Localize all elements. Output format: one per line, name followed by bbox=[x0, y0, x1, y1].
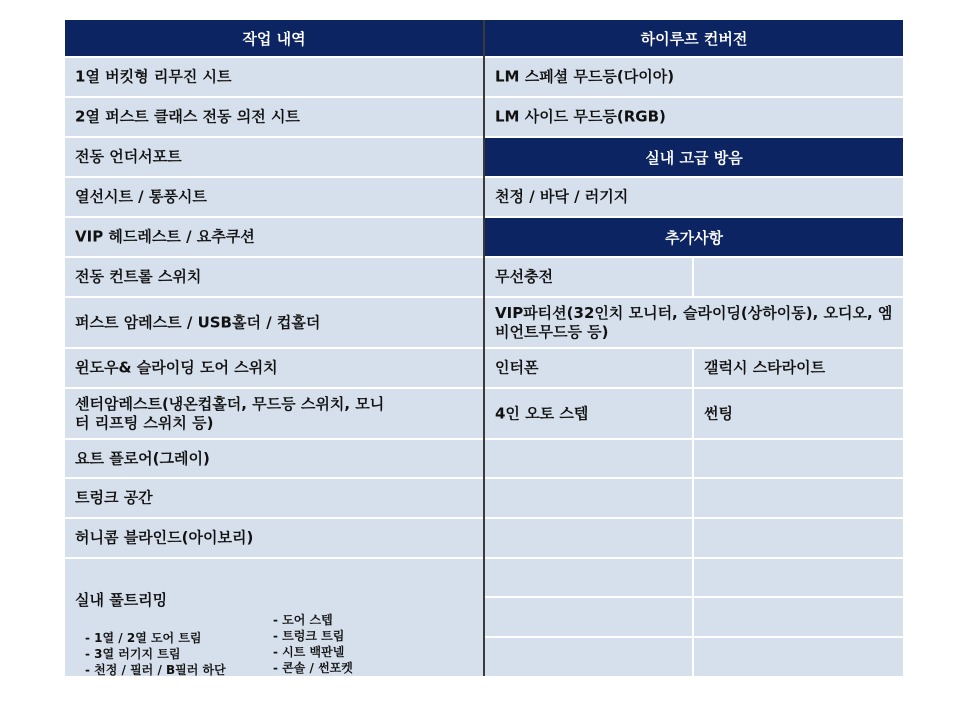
soundproof-row bbox=[485, 178, 903, 216]
left-row-3-label: 전동 언더서포트 bbox=[75, 147, 182, 166]
extras-r3c1 bbox=[485, 349, 692, 387]
extras-header: 추가사항 bbox=[485, 218, 903, 256]
left-row-10-label: 요트 플로어(그레이) bbox=[75, 449, 210, 467]
trim-item: - 시트 백판넬 bbox=[273, 645, 345, 659]
conversion-row-1 bbox=[485, 58, 903, 96]
left-row-8-label: 윈도우& 슬라이딩 도어 스위치 bbox=[75, 358, 278, 377]
extras-r4c2-label: 썬팅 bbox=[704, 404, 733, 422]
left-row-12-label: 허니콤 블라인드(아이보리) bbox=[75, 528, 254, 547]
trim-item: - 트렁크 트림 bbox=[273, 629, 345, 643]
extras-r3c2-label: 갤럭시 스타라이트 bbox=[704, 358, 826, 377]
left-row-11-label: 트렁크 공간 bbox=[75, 488, 153, 507]
left-row-10 bbox=[65, 440, 483, 477]
soundproof-header: 실내 고급 방음 bbox=[485, 138, 903, 176]
left-row-3 bbox=[65, 138, 483, 176]
left-row-4-label: 열선시트 / 통풍시트 bbox=[75, 187, 207, 206]
left-row-1 bbox=[65, 58, 483, 96]
extras-r3c1-label: 인터폰 bbox=[495, 358, 539, 377]
empty-cell bbox=[485, 479, 692, 517]
soundproof-row-label: 천정 / 바닥 / 러기지 bbox=[495, 187, 629, 206]
left-row-9 bbox=[65, 389, 483, 438]
left-row-6-label: 전동 컨트롤 스위치 bbox=[75, 267, 202, 286]
empty-cell bbox=[485, 440, 692, 477]
trim-list-1 bbox=[85, 630, 226, 678]
extras-r1c2 bbox=[694, 258, 903, 296]
conversion-row-2 bbox=[485, 98, 903, 136]
extras-r4c2 bbox=[694, 389, 903, 438]
trim-item: - 3열 러기지 트림 bbox=[85, 647, 181, 661]
left-row-1-label: 1열 버킷형 리무진 시트 bbox=[75, 67, 232, 86]
empty-cell bbox=[694, 519, 903, 557]
conversion-header: 하이루프 컨버전 bbox=[485, 20, 903, 56]
extras-r1c1-label: 무선충전 bbox=[495, 267, 553, 286]
left-row-trim bbox=[65, 559, 483, 676]
left-row-8 bbox=[65, 349, 483, 387]
empty-cell bbox=[694, 638, 903, 676]
empty-cell bbox=[485, 598, 692, 636]
left-row-4 bbox=[65, 178, 483, 216]
left-row-2 bbox=[65, 98, 483, 136]
trim-item: - 도어 스텝 bbox=[273, 613, 333, 627]
left-row-7 bbox=[65, 298, 483, 347]
extras-r3c2 bbox=[694, 349, 903, 387]
left-row-5 bbox=[65, 218, 483, 256]
trim-item: - 천정 / 필러 / B필러 하단 bbox=[85, 663, 226, 677]
trim-item: - 콘솔 / 썬포켓 bbox=[273, 661, 353, 675]
left-row-9-label: 센터암레스트(냉온컵홀더, 무드등 스위치, 모니터 리프팅 스위치 등) bbox=[75, 394, 385, 432]
column-divider bbox=[483, 20, 485, 676]
trim-list-2 bbox=[273, 612, 353, 676]
conversion-row-1-label: LM 스페셜 무드등(다이아) bbox=[495, 67, 675, 86]
left-row-12 bbox=[65, 519, 483, 557]
left-row-11 bbox=[65, 479, 483, 517]
trim-title: 실내 풀트리밍 bbox=[75, 591, 168, 609]
empty-cell bbox=[485, 638, 692, 676]
work-table bbox=[65, 20, 903, 676]
extras-r4c1 bbox=[485, 389, 692, 438]
extras-r2 bbox=[485, 298, 903, 347]
left-row-6 bbox=[65, 258, 483, 296]
empty-cell bbox=[485, 559, 692, 596]
empty-cell bbox=[694, 440, 903, 477]
left-row-2-label: 2열 퍼스트 클래스 전동 의전 시트 bbox=[75, 107, 300, 126]
left-row-5-label: VIP 헤드레스트 / 요추쿠션 bbox=[75, 227, 255, 246]
trim-item: - 1열 / 2열 도어 트림 bbox=[85, 631, 202, 645]
empty-cell bbox=[694, 598, 903, 636]
extras-r4c1-label: 4인 오토 스텝 bbox=[495, 404, 589, 422]
left-row-7-label: 퍼스트 암레스트 / USB홀더 / 컵홀더 bbox=[75, 313, 321, 331]
conversion-row-2-label: LM 사이드 무드등(RGB) bbox=[495, 107, 666, 126]
extras-r2-label: VIP파티션(32인치 모니터, 슬라이딩(상하이동), 오디오, 엠비언트무드등 등) bbox=[495, 303, 893, 341]
empty-cell bbox=[694, 559, 903, 596]
extras-r1c1 bbox=[485, 258, 692, 296]
left-header: 작업 내역 bbox=[65, 20, 483, 56]
empty-cell bbox=[485, 519, 692, 557]
empty-cell bbox=[694, 479, 903, 517]
